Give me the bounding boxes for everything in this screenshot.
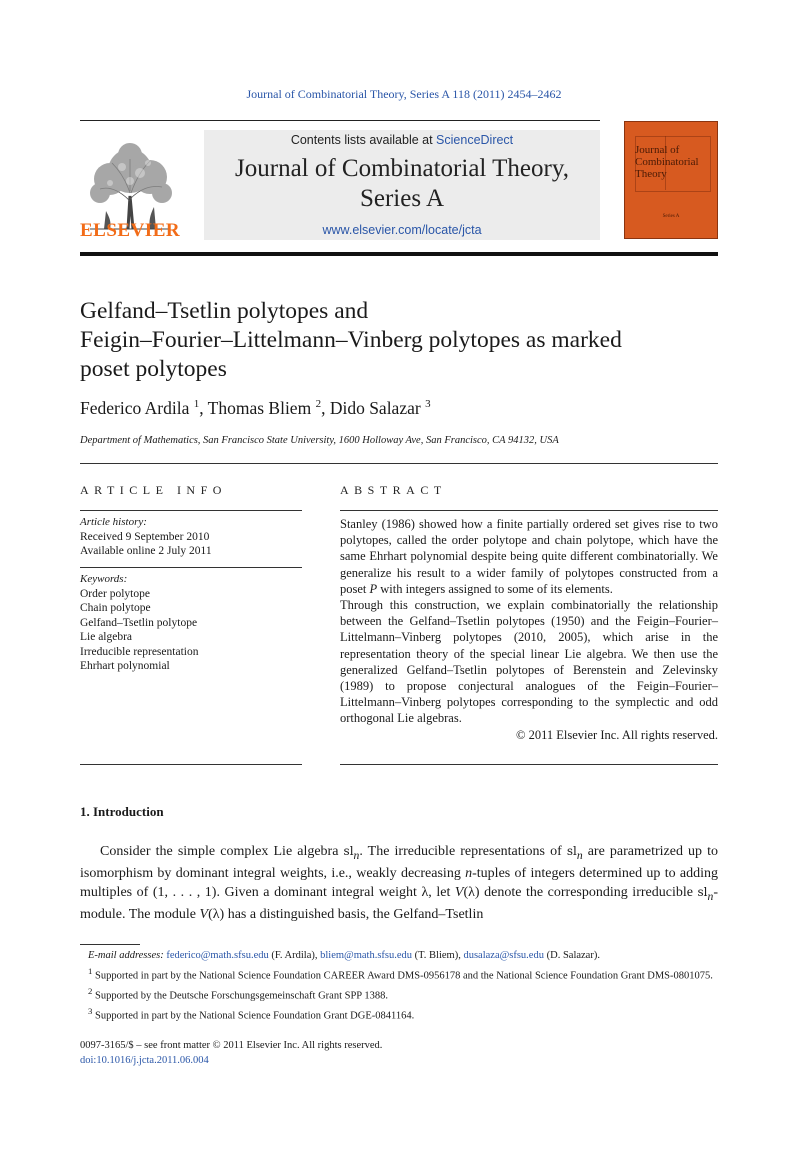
elsevier-wordmark: ELSEVIER — [80, 220, 181, 241]
footnotes — [80, 949, 718, 1025]
journal-title-line-2: Series A — [359, 185, 445, 212]
author-name: Thomas Bliem — [207, 398, 312, 418]
footnote-number: 1 — [88, 965, 93, 976]
masthead-top-rule — [80, 120, 600, 121]
variable-V: V — [199, 907, 209, 923]
keyword-item: Chain polytope — [80, 602, 151, 614]
article-info-heading: ARTICLE INFO — [80, 483, 227, 497]
cover-title — [635, 144, 715, 180]
subscript-n: n — [353, 848, 360, 862]
sciencedirect-link[interactable]: ScienceDirect — [436, 133, 514, 147]
paper-title-line-1: Gelfand–Tsetlin polytopes and — [80, 298, 369, 324]
email-footnote — [80, 949, 718, 964]
journal-title — [204, 154, 600, 214]
masthead-bottom-rule — [80, 252, 718, 256]
intro-text: has a distinguished basis, the Gelfand–Tsetlin — [224, 907, 484, 923]
footnote-text: Supported in part by the National Science Foundation Grant DGE-0841164. — [95, 1010, 415, 1022]
doi-link[interactable]: doi:10.1016/j.jcta.2011.06.004 — [80, 1054, 209, 1066]
author-list: Federico Ardila $^1$, Thomas Bliem $^2$, Dido Salazar $^3$ — [80, 398, 431, 418]
intro-text: -tuples of integers determined up to adding multiples of (1, . . . , 1). Given a dominant integral weight — [80, 866, 718, 901]
email-link[interactable]: dusalaza@sfsu.edu — [463, 950, 544, 961]
introduction-paragraph — [80, 842, 718, 924]
keyword-item: Lie algebra — [80, 631, 133, 643]
keyword-item: Gelfand–Tsetlin polytope — [80, 616, 198, 629]
abstract-text: with integers assigned to some of its elements. — [377, 581, 613, 596]
author-footnote-mark[interactable]: 3 — [425, 398, 431, 411]
cover-subtitle: Series A — [662, 214, 680, 219]
abstract-paragraph-2: Through this construction, we explain combinatorially the relationship between the Gelfand–Tsetlin polytopes (1950) and the Feigin–Fourier–Littelmann–Vinberg polytopes (2010, 2005), which arise in the representation theory of the special linear Lie algebra. We then use the generalized Gelfand–Tsetlin polytopes of Berenstein and Zelevinsky (1989) to propose conjectural analogues of the Feigin–Fourier–Littelmann–Vinberg polytopes corresponding to the symplectic and odd orthogonal Lie algebras. — [340, 598, 718, 726]
paper-title — [80, 297, 720, 384]
journal-banner — [204, 130, 600, 240]
footnote-1 — [80, 964, 718, 984]
abstract-paragraph-1 — [340, 516, 718, 597]
keyword-item: Irreducible representation — [80, 645, 199, 658]
footnote-2 — [80, 984, 718, 1004]
footnote-text: Supported in part by the National Science Foundation CAREER Award DMS-0956178 and the National Science Foundation Grant DMS-0801075. — [95, 970, 713, 982]
cover-title-line-3: Theory — [635, 168, 667, 180]
intro-text: . The irreducible representations of — [359, 844, 567, 859]
lambda-symbol: λ — [421, 885, 429, 901]
article-history-label: Article history: — [80, 516, 147, 528]
paper-title-line-2: Feigin–Fourier–Littelmann–Vinberg polytopes as marked — [80, 327, 622, 353]
lambda-argument: (λ) — [208, 907, 225, 923]
subscript-n: n — [707, 890, 714, 903]
cover-title-line-1: Journal of — [635, 144, 680, 156]
author-name: Federico Ardila — [80, 398, 190, 418]
sl-symbol: sl — [343, 844, 354, 858]
abstract-bottom-rule — [340, 764, 718, 765]
available-online-date: Available online 2 July 2011 — [80, 545, 212, 557]
cover-title-line-2: Combinatorial — [635, 156, 699, 168]
abstract-heading: ABSTRACT — [340, 483, 447, 497]
header-separator-rule — [80, 463, 718, 464]
author-footnote-mark[interactable]: 1 — [193, 398, 200, 411]
intro-text: -module. The module — [80, 885, 718, 923]
journal-cover-thumbnail — [624, 121, 718, 239]
intro-text: , let — [428, 885, 455, 901]
lambda-argument: (λ) — [463, 885, 480, 901]
affiliation: Department of Mathematics, San Francisco State University, 1600 Holloway Ave, San Francisco, CA 94132, USA — [80, 435, 559, 446]
email-label: E-mail addresses: — [88, 950, 164, 961]
keyword-item: Ehrhart polynomial — [80, 660, 170, 672]
article-history — [80, 515, 302, 559]
intro-text: denote the corresponding irreducible — [479, 885, 698, 901]
email-owner: (F. Ardila), — [268, 950, 321, 961]
email-owner: (T. Bliem), — [412, 950, 464, 961]
variable-V: V — [454, 885, 464, 901]
abstract-body — [340, 516, 718, 743]
abstract-rule — [340, 510, 718, 511]
journal-title-line-1: Journal of Combinatorial Theory, — [235, 155, 569, 182]
issn-line: 0097-3165/$ – see front matter © 2011 Elsevier Inc. All rights reserved. — [80, 1040, 383, 1051]
running-head: Journal of Combinatorial Theory, Series A 118 (2011) 2454–2462 — [246, 87, 562, 101]
abstract-copyright: © 2011 Elsevier Inc. All rights reserved. — [515, 727, 718, 742]
contents-available-line — [204, 133, 600, 147]
footnote-3 — [80, 1004, 718, 1024]
keywords-block — [80, 572, 302, 674]
keyword-item: Order polytope — [80, 587, 150, 600]
author-footnote-mark[interactable]: 2 — [315, 398, 322, 411]
footnote-number: 2 — [88, 986, 93, 997]
email-link[interactable]: federico@math.sfsu.edu — [166, 950, 269, 961]
abstract-text: Stanley (1986) showed how a finite partially ordered set gives rise to two polytopes, called the order polytope and chain polytope, which have the same Ehrhart polynomial despite being quite different combinatorially. We generalize his result to a wider family of polytopes constructed from a poset — [340, 517, 718, 596]
footnote-text: Supported by the Deutsche Forschungsgemeinschaft Grant SPP 1388. — [95, 990, 388, 1002]
front-matter — [80, 1039, 720, 1069]
keywords-rule — [80, 567, 302, 568]
email-owner: (D. Salazar). — [543, 950, 600, 961]
author-name: Dido Salazar — [329, 398, 421, 418]
sl-symbol: sl — [566, 844, 577, 858]
article-info-bottom-rule — [80, 764, 302, 765]
email-link[interactable]: bliem@math.sfsu.edu — [320, 950, 413, 961]
contents-prefix: Contents lists available at — [290, 133, 437, 147]
subscript-n: n — [576, 848, 583, 862]
footnote-rule — [80, 944, 140, 945]
article-info-rule — [80, 510, 302, 511]
keywords-label: Keywords: — [80, 573, 128, 585]
section-heading-introduction: 1. Introduction — [80, 804, 164, 819]
paper-title-line-3: poset polytopes — [80, 356, 227, 382]
footnote-number: 3 — [88, 1006, 93, 1017]
intro-text: Consider the simple complex Lie algebra — [100, 844, 344, 859]
poset-variable: P — [369, 581, 378, 596]
received-date: Received 9 September 2010 — [80, 530, 210, 543]
variable-n: n — [465, 866, 473, 881]
journal-url-link[interactable]: www.elsevier.com/locate/jcta — [322, 223, 482, 237]
intro-text: are parametrized up to isomorphism by dominant integral weights, i.e., weakly decreasing — [80, 844, 718, 881]
sl-symbol: sl — [697, 885, 708, 900]
